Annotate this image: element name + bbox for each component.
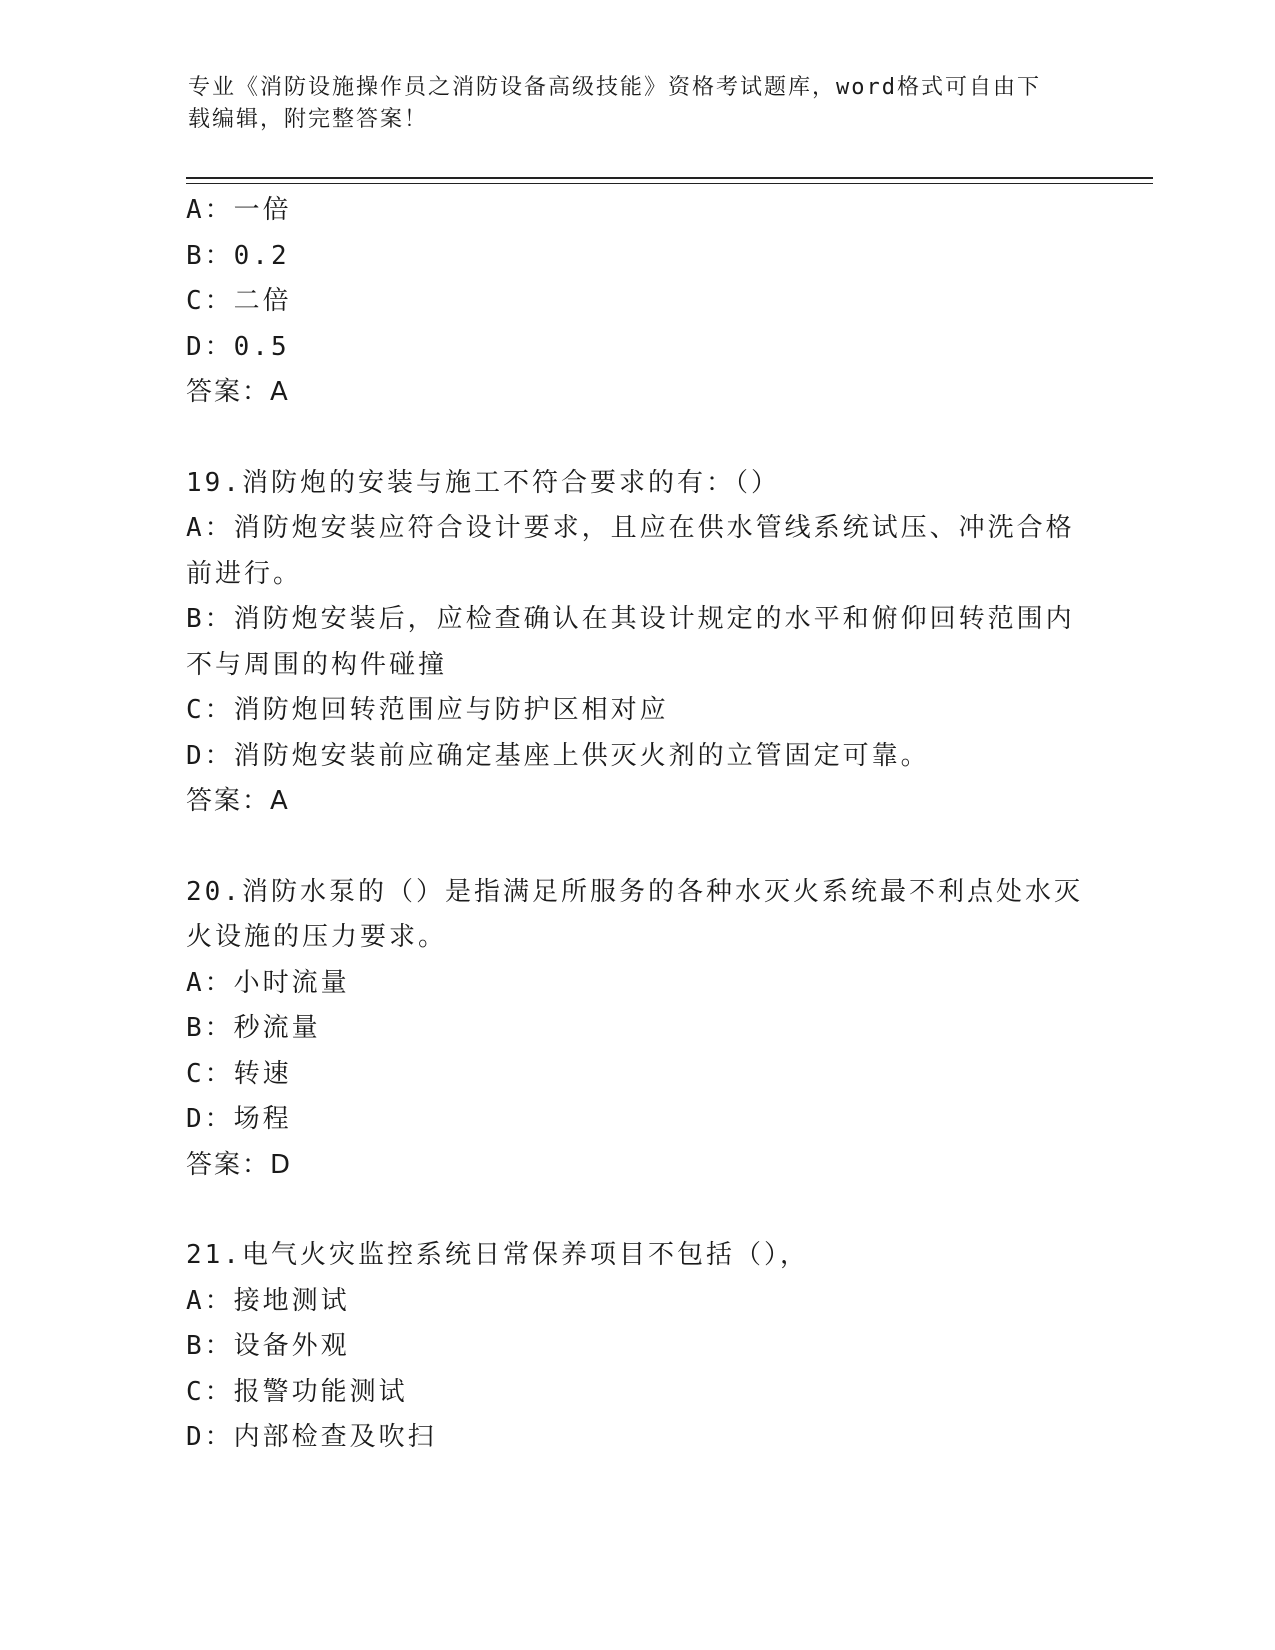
header-line-1: 专业《消防设施操作员之消防设备高级技能》资格考试题库，word格式可自由下 xyxy=(188,75,1041,100)
q18-answer: 答案：A xyxy=(186,377,290,407)
q20-option-d: D：场程 xyxy=(186,1104,292,1134)
spacer xyxy=(186,416,1086,461)
q20-option-b: B：秒流量 xyxy=(186,1013,321,1043)
question-list xyxy=(186,188,1086,1461)
spacer xyxy=(186,825,1086,870)
q20-option-a: A：小时流量 xyxy=(186,967,350,998)
q19-option-b-cont: 不与周围的构件碰撞 xyxy=(186,649,448,680)
q21-option-c: C：报警功能测试 xyxy=(186,1376,408,1407)
q19-option-d: D：消防炮安装前应确定基座上供灭火剂的立管固定可靠。 xyxy=(186,740,930,771)
q18-option-a: A：一倍 xyxy=(186,195,292,225)
q20-answer: 答案：D xyxy=(186,1149,293,1180)
q21-option-b: B：设备外观 xyxy=(186,1331,350,1361)
q19-option-c: C：消防炮回转范围应与防护区相对应 xyxy=(186,695,669,725)
q21-option-a: A：接地测试 xyxy=(186,1285,350,1316)
question-18 xyxy=(186,188,1086,416)
header-divider-thick xyxy=(186,177,1153,179)
q21-option-d: D：内部检查及吹扫 xyxy=(186,1422,437,1452)
q19-answer: 答案：A xyxy=(186,786,290,816)
q21-question: 21.电气火灾监控系统日常保养项目不包括（）， xyxy=(186,1240,809,1270)
q20-question-cont: 火设施的压力要求。 xyxy=(186,922,448,952)
q18-option-c: C：二倍 xyxy=(186,286,292,316)
question-20 xyxy=(186,870,1086,1189)
question-21 xyxy=(186,1233,1086,1461)
document-header xyxy=(188,72,1068,136)
q19-option-b: B：消防炮安装后，应检查确认在其设计规定的水平和俯仰回转范围内 xyxy=(186,604,1075,634)
q19-option-a: A：消防炮安装应符合设计要求，且应在供水管线系统试压、冲洗合格 xyxy=(186,513,1075,543)
spacer xyxy=(186,1188,1086,1233)
q18-option-d: D：0.5 xyxy=(186,331,290,362)
q20-question: 20.消防水泵的（）是指满足所服务的各种水灭火系统最不利点处水灭 xyxy=(186,876,1083,907)
q20-option-c: C：转速 xyxy=(186,1058,292,1089)
q19-question: 19.消防炮的安装与施工不符合要求的有：（） xyxy=(186,467,780,498)
q18-option-b: B：0.2 xyxy=(186,240,290,271)
question-19 xyxy=(186,461,1086,825)
header-line-2: 载编辑，附完整答案！ xyxy=(188,107,429,132)
q19-option-a-cont: 前进行。 xyxy=(186,558,303,589)
header-divider-thin xyxy=(186,183,1153,184)
